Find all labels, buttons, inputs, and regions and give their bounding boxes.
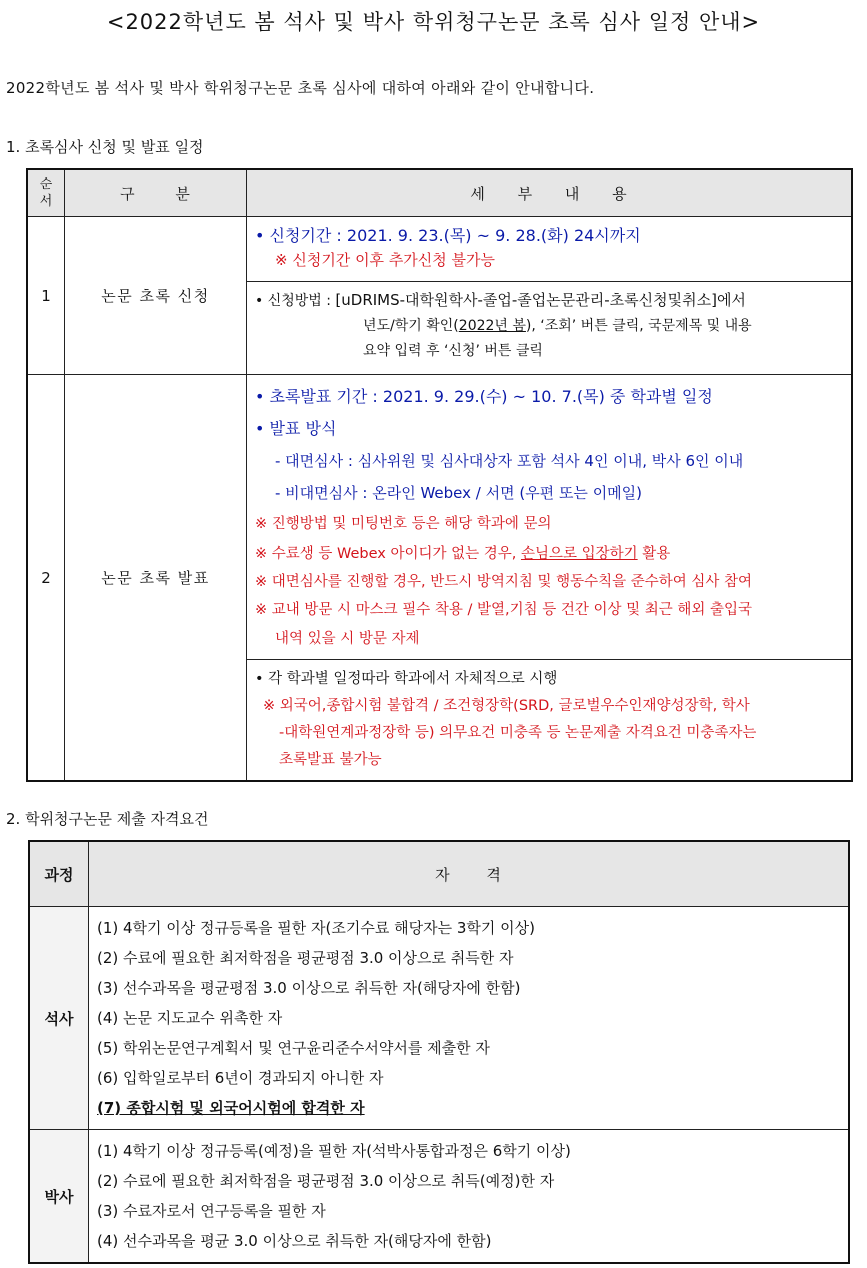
dept-cell — [247, 660, 853, 782]
list-item: (5) 학위논문연구계획서 및 연구윤리준수서약서를 제출한 자 — [97, 1039, 490, 1057]
apply-method-line2-a: 년도/학기 확인( — [363, 318, 459, 334]
presentation-note4-line1: ※ 교내 방문 시 마스크 필수 착용 / 발열,기침 등 건간 이상 및 최근 해외 출입국 — [255, 602, 752, 618]
list-item: (1) 4학기 이상 정규등록을 필한 자(조기수료 해당자는 3학기 이상) — [97, 919, 535, 937]
masters-items — [89, 907, 850, 1130]
list-item: (4) 선수과목을 평균 3.0 이상으로 취득한 자(해당자에 한함) — [97, 1232, 492, 1250]
apply-method-label: • 신청방법 : — [255, 293, 336, 309]
presentation-note2-a: ※ 수료생 등 Webex 아이디가 없는 경우, — [255, 546, 521, 562]
table-row — [27, 217, 852, 282]
row-number: 2 — [27, 375, 65, 782]
list-item: (2) 수료에 필요한 최저학점을 평균평점 3.0 이상으로 취득(예정)한 자 — [97, 1172, 555, 1190]
list-item: (3) 선수과목을 평균평점 3.0 이상으로 취득한 자(해당자에 한함) — [97, 979, 521, 997]
list-item: (1) 4학기 이상 정규등록(예정)을 필한 자(석박사통합과정은 6학기 이상) — [97, 1142, 571, 1160]
apply-method-cell — [247, 282, 853, 375]
presentation-method-a: - 대면심사 : 심사위원 및 심사대상자 포함 석사 4인 이내, 박사 6인 이내 — [275, 452, 744, 470]
dept-note-line2: -대학원연계과정장학 등) 의무요건 미충족 등 논문제출 자격요건 미충족자는 — [279, 725, 757, 741]
list-item-emphasis: (7) 종합시험 및 외국어시험에 합격한 자 — [97, 1099, 365, 1117]
masters-label: 석사 — [29, 907, 89, 1130]
header-details: 세 부 내 용 — [247, 169, 853, 217]
presentation-note3: ※ 대면심사를 진행할 경우, 반드시 방역지침 및 행동수칙을 준수하여 심사 참여 — [255, 574, 753, 590]
presentation-period: • 초록발표 기간 : 2021. 9. 29.(수) ~ 10. 7.(목) 중 학과별 일정 — [255, 387, 713, 406]
header-order: 순 서 — [27, 169, 65, 217]
apply-method-line3: 요약 입력 후 ‘신청’ 버튼 클릭 — [363, 343, 543, 359]
row-number: 1 — [27, 217, 65, 375]
presentation-method-b: - 비대면심사 : 온라인 Webex / 서면 (우편 또는 이메일) — [275, 484, 643, 502]
header-category: 구 분 — [65, 169, 247, 217]
row-category: 논문 초록 발표 — [65, 375, 247, 782]
table-row — [27, 375, 852, 660]
presentation-cell — [247, 375, 853, 660]
dept-note-line1: ※ 외국어,종합시험 불합격 / 조건형장학(SRD, 글로벌우수인재양성장학, 학사 — [263, 698, 750, 714]
intro-text: 2022학년도 봄 석사 및 박사 학위청구논문 초록 심사에 대하여 아래와 같이 안내합니다. — [6, 79, 595, 97]
presentation-note2 — [255, 539, 843, 569]
doctoral-row — [29, 1130, 849, 1264]
list-item: (4) 논문 지도교수 위촉한 자 — [97, 1009, 283, 1027]
apply-method-path: [uDRIMS-대학원학사-졸업-졸업논문관리-초록신청및취소]에서 — [335, 291, 746, 309]
qualification-table — [28, 840, 850, 1264]
schedule-table-header — [27, 169, 852, 217]
list-item: (2) 수료에 필요한 최저학점을 평균평점 3.0 이상으로 취득한 자 — [97, 949, 514, 967]
apply-method-semester: 2022년 봄 — [458, 318, 526, 334]
page-title: <2022학년도 봄 석사 및 박사 학위청구논문 초록 심사 일정 안내> — [106, 10, 761, 34]
header-course: 과정 — [29, 841, 89, 907]
doctoral-items — [89, 1130, 850, 1264]
row-category: 논문 초록 신청 — [65, 217, 247, 375]
apply-method-line2 — [255, 314, 843, 339]
apply-period-cell — [247, 217, 853, 282]
list-item: (6) 입학일로부터 6년이 경과되지 아니한 자 — [97, 1069, 384, 1087]
dept-note-line3: 초록발표 불가능 — [279, 752, 382, 768]
apply-method-line1 — [255, 288, 843, 314]
section2-heading: 2. 학위청구논문 제출 자격요건 — [6, 810, 209, 828]
qualification-table-header — [29, 841, 849, 907]
masters-row — [29, 907, 849, 1130]
section1-heading: 1. 초록심사 신청 및 발표 일정 — [6, 138, 204, 156]
guest-join-text: 손님으로 입장하기 — [520, 546, 638, 562]
presentation-note1: ※ 진행방법 및 미팅번호 등은 해당 학과에 문의 — [255, 516, 552, 532]
doctoral-label: 박사 — [29, 1130, 89, 1264]
apply-period-note: ※ 신청기간 이후 추가신청 불가능 — [275, 251, 496, 269]
presentation-note2-c: 활용 — [637, 546, 671, 562]
header-qualification: 자 격 — [89, 841, 850, 907]
apply-period: • 신청기간 : 2021. 9. 23.(목) ~ 9. 28.(화) 24시까지 — [255, 226, 641, 245]
list-item: (3) 수료자로서 연구등록을 필한 자 — [97, 1202, 326, 1220]
apply-method-line2-c: ), ‘조회’ 버튼 클릭, 국문제목 및 내용 — [525, 318, 752, 334]
presentation-method-title: • 발표 방식 — [255, 419, 337, 438]
schedule-table — [26, 168, 853, 782]
presentation-note4-line2: 내역 있을 시 방문 자제 — [275, 631, 420, 647]
dept-schedule: • 각 학과별 일정따라 학과에서 자체적으로 시행 — [255, 671, 558, 687]
